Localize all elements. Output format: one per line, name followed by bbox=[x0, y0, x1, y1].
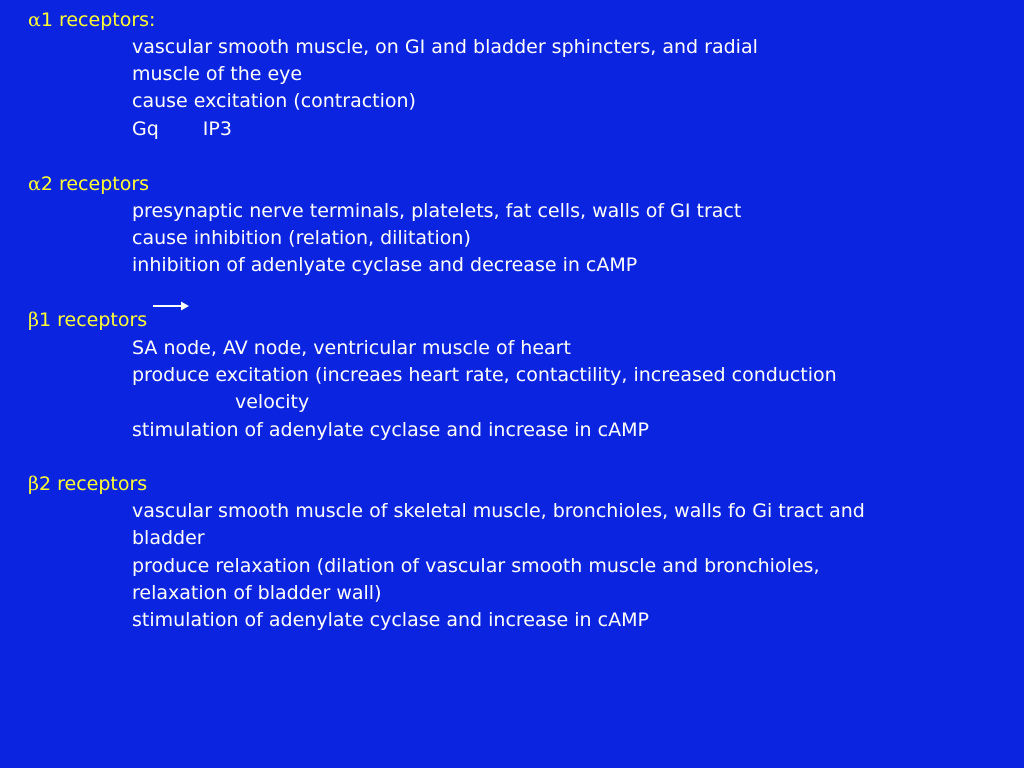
beta1-line-1: SA node, AV node, ventricular muscle of heart bbox=[132, 337, 571, 359]
beta1-heading bbox=[28, 309, 147, 331]
alpha1-title: 1 receptors: bbox=[40, 9, 156, 31]
alpha1-line-3: cause excitation (contraction) bbox=[132, 90, 416, 112]
beta1-line-4: stimulation of adenylate cyclase and increase in cAMP bbox=[132, 419, 649, 441]
alpha1-heading bbox=[28, 9, 155, 31]
arrow-icon bbox=[153, 300, 189, 312]
beta2-line-4: relaxation of bladder wall) bbox=[132, 582, 382, 604]
beta-symbol: β bbox=[28, 309, 39, 331]
beta2-title: 2 receptors bbox=[38, 473, 148, 495]
alpha1-line-1: vascular smooth muscle, on GI and bladder sphincters, and radial bbox=[132, 36, 758, 58]
beta2-line-3: produce relaxation (dilation of vascular smooth muscle and bronchioles, bbox=[132, 555, 820, 577]
beta2-line-2: bladder bbox=[132, 527, 205, 549]
alpha2-title: 2 receptors bbox=[40, 173, 150, 195]
alpha1-line-2: muscle of the eye bbox=[132, 63, 303, 85]
alpha-symbol: α bbox=[28, 9, 41, 31]
alpha1-gq-line bbox=[132, 118, 232, 140]
beta1-line-3: velocity bbox=[235, 391, 310, 413]
beta2-heading bbox=[28, 473, 147, 495]
beta2-line-5: stimulation of adenylate cyclase and increase in cAMP bbox=[132, 609, 649, 631]
alpha-symbol: α bbox=[28, 173, 41, 195]
beta1-title: 1 receptors bbox=[38, 309, 148, 331]
beta2-line-1: vascular smooth muscle of skeletal muscle, bronchioles, walls fo Gi tract and bbox=[132, 500, 865, 522]
alpha2-heading bbox=[28, 173, 149, 195]
alpha2-line-1: presynaptic nerve terminals, platelets, fat cells, walls of GI tract bbox=[132, 200, 742, 222]
ip3-label: IP3 bbox=[202, 118, 232, 140]
beta1-line-2: produce excitation (increaes heart rate, contactility, increased conduction bbox=[132, 364, 837, 386]
alpha2-line-2: cause inhibition (relation, dilitation) bbox=[132, 227, 471, 249]
gq-label: Gq bbox=[132, 118, 159, 140]
beta-symbol: β bbox=[28, 473, 39, 495]
alpha2-line-3: inhibition of adenlyate cyclase and decrease in cAMP bbox=[132, 254, 638, 276]
